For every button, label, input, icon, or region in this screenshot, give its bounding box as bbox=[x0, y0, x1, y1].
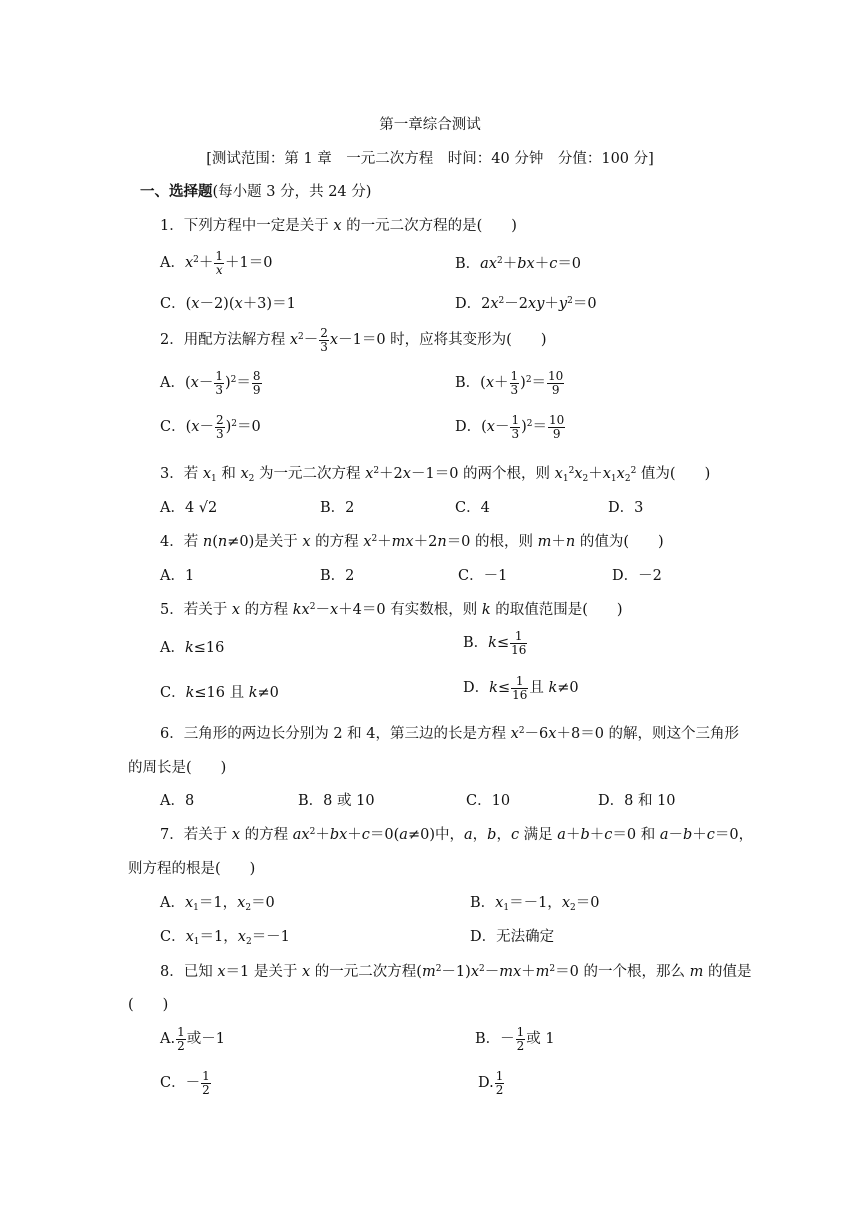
q2-option-a: A．(x－ $\frac{1}{3}$ )$^2$＝ $\frac{8}{9}$ bbox=[160, 369, 261, 397]
q4-option-a: A．1 bbox=[160, 568, 195, 584]
answer-blank: ( ) bbox=[476, 218, 517, 234]
question-1-stem: 1．下列方程中一定是关于 x 的一元二次方程的是( ) bbox=[160, 218, 517, 234]
q7-stem-continued: 则方程的根是 bbox=[128, 861, 215, 877]
question-6-stem-line2 bbox=[128, 756, 226, 777]
question-8-stem-line1: 8．已知 x＝1 是关于 x 的一元二次方程$(m^2-1)x^2-mx+m^2=0$ 的一个根，那么 m 的值是 bbox=[160, 964, 752, 980]
q1-option-a: A．$x^2+$ $\frac{1}{x}$ ＋1＝0 bbox=[160, 249, 273, 277]
q6-stem-continued: 的周长是 bbox=[128, 760, 186, 776]
q6-option-a: A．8 bbox=[160, 793, 195, 809]
q1-option-d: D．$2x^2-2xy+y^2=0$ bbox=[455, 296, 597, 312]
q3-option-d: D．3 bbox=[608, 500, 644, 516]
q7-option-d: D．无法确定 bbox=[470, 929, 555, 945]
answer-blank: ( ) bbox=[623, 534, 664, 550]
q2-option-d: D．(x－ $\frac{1}{3}$ )$^2$＝ $\frac{10}{9}$ bbox=[455, 413, 565, 441]
q2-option-c: C．(x－ $\frac{2}{3}$ )$^2$＝0 bbox=[160, 413, 261, 441]
question-2-stem: 2．用配方法解方程 $x^2-$ $\frac{2}{3}$ x－1＝0 时，应将其变形为( ) bbox=[160, 326, 547, 354]
q8-option-d: D. $\frac{1}{2}$ bbox=[478, 1069, 504, 1097]
question-3-stem: 3．若 $x_1$ 和 $x_2$ 为一元二次方程 $x^2+2x-1=0$ 的两个根，则 $x_1^2x_2+x_1x_2^2$ 值为( ) bbox=[160, 466, 711, 484]
q8-option-a: A. $\frac{1}{2}$ 或－1 bbox=[160, 1025, 225, 1053]
q3-option-b: B．2 bbox=[320, 500, 355, 516]
question-4-stem: 4．若 n(n≠0)是关于 x 的方程 $x^2+mx+2n=0$ 的根，则 m＋n 的值为( ) bbox=[160, 534, 664, 550]
question-5-stem: 5．若关于 x 的方程 $kx^2-x+4=0$ 有实数根，则 k 的取值范围是( ) bbox=[160, 602, 623, 618]
q6-option-c: C．10 bbox=[466, 793, 511, 809]
question-6-stem-line1: 6．三角形的两边长分别为 2 和 4，第三边的长是方程 $x^2-6x+8=0$ 的解，则这个三角形 bbox=[160, 726, 740, 742]
answer-blank: ( ) bbox=[669, 466, 711, 482]
q5-option-b: B．k≤ $\frac{1}{16}$ bbox=[463, 629, 527, 657]
q8-option-c: C．－ $\frac{1}{2}$ bbox=[160, 1069, 210, 1097]
answer-blank: ( ) bbox=[186, 760, 227, 776]
q6-option-b: B．8 或 10 bbox=[298, 793, 375, 809]
q8-option-b: B．－ $\frac{1}{2}$ 或 1 bbox=[475, 1025, 555, 1053]
answer-blank: ( ) bbox=[582, 602, 623, 618]
q1-option-c: C．(x－2)(x＋3)＝1 bbox=[160, 296, 296, 312]
question-7-stem-line1: 7．若关于 x 的方程 $ax^2+bx+c=0(a\ne 0)$中，a，b，c 满足 a＋b＋c＝0 和 a－b＋c＝0， bbox=[160, 827, 754, 843]
q2-option-b: B．(x＋ $\frac{1}{3}$ )$^2$＝ $\frac{10}{9}$ bbox=[455, 369, 564, 397]
q5-option-c: C．k≤16 且 k≠0 bbox=[160, 685, 279, 701]
test-info: [测试范围：第 1 章 一元二次方程 时间：40 分钟 分值：100 分] bbox=[206, 151, 654, 167]
q4-option-b: B．2 bbox=[320, 568, 355, 584]
section-heading-label: 一、选择题 bbox=[140, 183, 213, 200]
q5-option-a: A．k≤16 bbox=[160, 640, 225, 656]
q3-option-a: A．4 √2 bbox=[160, 500, 218, 516]
q4-option-d: D．－2 bbox=[612, 568, 662, 584]
section-heading bbox=[140, 180, 371, 201]
section-note: (每小题 3 分，共 24 分) bbox=[212, 184, 372, 200]
q7-option-b: B．$x_1=-1$，$x_2=0$ bbox=[470, 895, 600, 913]
q4-option-c: C．－1 bbox=[458, 568, 508, 584]
page-title: 第一章综合测试 bbox=[379, 117, 481, 133]
q7-option-c: C．$x_1=1$，$x_2=-1$ bbox=[160, 929, 290, 947]
q6-option-d: D．8 和 10 bbox=[598, 793, 676, 809]
q7-option-a: A．$x_1=1$，$x_2=0$ bbox=[160, 895, 275, 913]
q5-option-d: D．k≤ $\frac{1}{16}$ 且 k≠0 bbox=[463, 674, 579, 702]
question-7-stem-line2 bbox=[128, 857, 255, 878]
q1-option-b: B．$ax^2+bx+c=0$ bbox=[455, 256, 582, 272]
answer-blank: ( ) bbox=[506, 332, 547, 349]
answer-blank: ( ) bbox=[215, 861, 256, 877]
question-8-blank: ( ) bbox=[128, 997, 169, 1013]
q3-option-c: C．4 bbox=[455, 500, 490, 516]
